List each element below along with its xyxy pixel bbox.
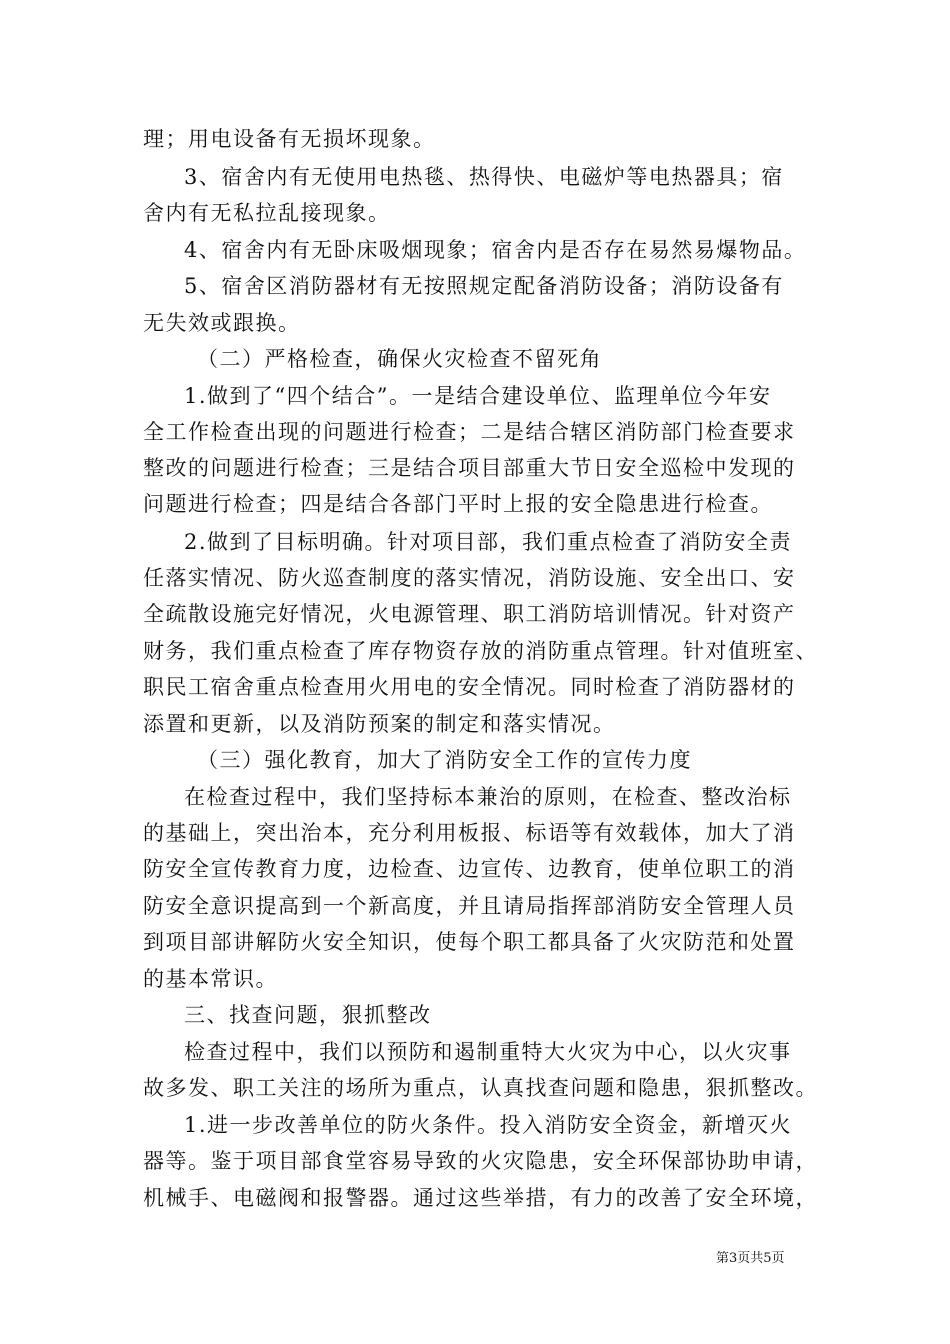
paragraph-line: 舍内有无私拉乱接现象。	[143, 201, 391, 225]
paragraph-line: 问题进行检查；四是结合各部门平时上报的安全隐患进行检查。	[143, 492, 773, 516]
paragraph-line: 财务，我们重点检查了库存物资存放的消防重点管理。针对值班室、	[143, 639, 818, 663]
section-heading: 三、找查问题，狠抓整改	[184, 1003, 432, 1027]
paragraph-line: 理；用电设备有无损坏现象。	[143, 127, 436, 151]
paragraph-line: 在检查过程中，我们坚持标本兼治的原则，在检查、整改治标	[184, 785, 792, 809]
paragraph-line: 任落实情况、防火巡查制度的落实情况，消防设施、安全出口、安	[143, 566, 796, 590]
paragraph-line: 职民工宿舍重点检查用火用电的安全情况。同时检查了消防器材的	[143, 675, 796, 699]
paragraph-line: 故多发、职工关注的场所为重点，认真找查问题和隐患，狠抓整改。	[143, 1076, 818, 1100]
paragraph-line: 器等。鉴于项目部食堂容易导致的火灾隐患，安全环保部协助申请，	[143, 1149, 818, 1173]
paragraph-line: 的基本常识。	[143, 967, 278, 991]
paragraph-line: 添置和更新，以及消防预案的制定和落实情况。	[143, 712, 616, 736]
paragraph-line: 防安全意识提高到一个新高度，并且请局指挥部消防安全管理人员	[143, 894, 796, 918]
paragraph-line: 全疏散设施完好情况，火电源管理、职工消防培训情况。针对资产	[143, 602, 796, 626]
paragraph-line: 机械手、电磁阀和报警器。通过这些举措，有力的改善了安全环境，	[143, 1186, 818, 1210]
paragraph-line: 2.做到了目标明确。针对项目部，我们重点检查了消防安全责	[184, 530, 793, 554]
paragraph-line: 整改的问题进行检查；三是结合项目部重大节日安全巡检中发现的	[143, 456, 796, 480]
section-heading: （二）严格检查，确保火灾检查不留死角	[197, 347, 602, 371]
paragraph-line: 的基础上，突出治本，充分利用板报、标语等有效载体，加大了消	[143, 821, 796, 845]
paragraph-line: 3、宿舍内有无使用电热毯、热得快、电磁炉等电热器具；宿	[184, 165, 784, 189]
section-heading: （三）强化教育，加大了消防安全工作的宣传力度	[197, 748, 692, 772]
paragraph-line: 防安全宣传教育力度，边检查、边宣传、边教育，使单位职工的消	[143, 857, 796, 881]
paragraph-line: 5、宿舍区消防器材有无按照规定配备消防设备；消防设备有	[184, 274, 784, 298]
paragraph-line: 4、宿舍内有无卧床吸烟现象；宿舍内是否存在易然易爆物品。	[184, 238, 807, 262]
page-number-footer: 第3页共5页	[716, 1251, 785, 1266]
paragraph-line: 全工作检查出现的问题进行检查；二是结合辖区消防部门检查要求	[143, 420, 796, 444]
paragraph-line: 1.做到了“四个结合”。一是结合建设单位、监理单位今年安	[184, 384, 772, 408]
paragraph-line: 无失效或跟换。	[143, 311, 301, 335]
paragraph-line: 检查过程中，我们以预防和遏制重特大火灾为中心，以火灾事	[184, 1040, 792, 1064]
paragraph-line: 到项目部讲解防火安全知识，使每个职工都具备了火灾防范和处置	[143, 930, 796, 954]
paragraph-line: 1.进一步改善单位的防火条件。投入消防安全资金，新增灭火	[184, 1113, 793, 1137]
